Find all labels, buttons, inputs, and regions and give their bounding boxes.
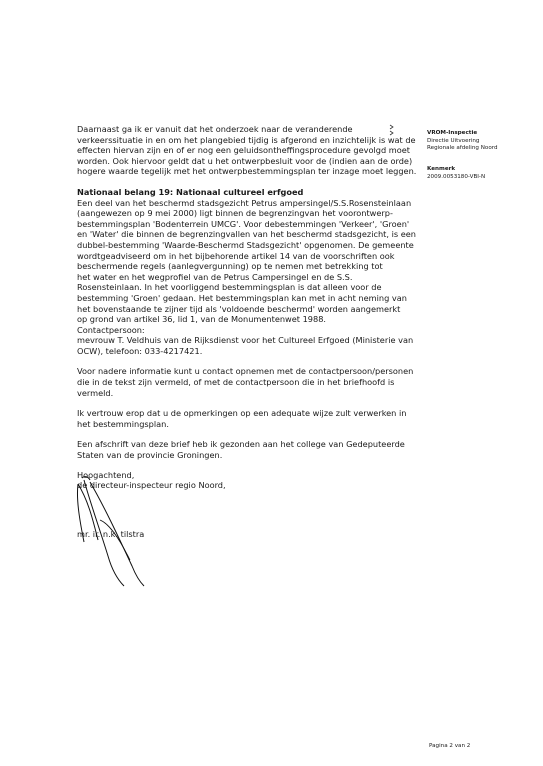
text-line: hogere waarde tegelijk met het ontwerpbestemmingsplan ter inzage moet leggen. <box>77 166 417 177</box>
paragraph-heritage <box>77 198 417 357</box>
text-line: (aangewezen op 9 mei 2000) ligt binnen de begrenzingvan het voorontwerp- <box>77 208 393 219</box>
text-line: verkeerssituatie in en om het plangebied tijdig is afgerond en inzichtelijk is wat de <box>77 134 416 145</box>
closing-title: de directeur-inspecteur regio Noord, <box>77 480 226 491</box>
text-line: mevrouw T. Veldhuis van de Rijksdienst voor het Cultureel Erfgoed (Ministerie van <box>77 335 414 346</box>
text-line: worden. Ook hiervoor geldt dat u het ontwerpbesluit voor de (indien aan de orde) <box>77 155 413 166</box>
closing-greeting: Hoogachtend, <box>77 469 135 480</box>
paragraph-copy <box>77 439 417 460</box>
org-title: VROM-Inspectie <box>427 130 478 136</box>
text-line: Rosensteinlaan. In het voorliggend bestemmingsplan is dat alleen voor de <box>77 282 382 293</box>
paragraph-trust <box>77 408 417 429</box>
text-line: Daarnaast ga ik er vanuit dat het onderzoek naar de veranderende <box>77 124 353 134</box>
text-line: wordtgeadviseerd om in het bijbehorende artikel 14 van de voorschriften ook <box>77 250 395 261</box>
text-line: Contactpersoon: <box>77 324 145 335</box>
text-line: bestemming 'Groen' gedaan. Het bestemmingsplan kan met in acht neming van <box>77 292 407 303</box>
text-line: en 'Water' die binnen de begrenzingvallen van het beschermd stadsgezicht, is een <box>77 229 417 240</box>
text-line: het bovenstaande te zijner tijd als 'voldoende beschermd' worden aangemerkt <box>77 303 401 314</box>
handwritten-signature-icon <box>60 470 170 590</box>
text-line: Een afschrift van deze brief heb ik gezonden aan het college van Gedeputeerde <box>77 439 405 450</box>
text-line: die in de tekst zijn vermeld, of met de contactpersoon die in het briefhoofd is <box>77 377 395 388</box>
text-line: vermeld. <box>77 387 114 398</box>
text-line: Voor nadere informatie kunt u contact opnemen met de contactpersoon/personen <box>77 366 414 377</box>
page-number: Pagina 2 van 2 <box>429 743 471 749</box>
text-line: effecten hiervan zijn en of er nog een geluidsontheffingsprocedure gevolgd moet <box>77 145 410 156</box>
sender-block <box>427 130 527 153</box>
text-line: OCW), telefoon: 033-4217421. <box>77 345 203 356</box>
text-line: bestemmingsplan 'Bodenterrein UMCG'. Voor debestemmingen 'Verkeer', 'Groen' <box>77 218 410 229</box>
text-line: op grond van artikel 36, lid 1, van de Monumentenwet 1988. <box>77 314 327 325</box>
signatory-name: mr. ir. n.k. tilstra <box>77 528 145 539</box>
text-line: dubbel-bestemming 'Waarde-Beschermd Stadsgezicht' opgenomen. De gemeente <box>77 239 414 250</box>
text-line: Ik vertrouw erop dat u de opmerkingen op een adequate wijze zult verwerken in <box>77 408 407 419</box>
text-line: Staten van de provincie Groningen. <box>77 450 223 461</box>
paragraph-contact-info <box>77 366 417 398</box>
section-heading: Nationaal belang 19: Nationaal cultureel erfgoed <box>77 186 304 197</box>
text-line: beschermende regels (aanlegvergunning) op te nemen met betrekking tot <box>77 261 383 272</box>
text-line: het water en het wegprofiel van de Petrus Campersingel en de S.S. <box>77 271 353 282</box>
reference-block <box>427 166 527 181</box>
reference-label: Kenmerk <box>427 166 456 172</box>
text-line: Een deel van het beschermd stadsgezicht Petrus ampersingel/S.S.Rosensteinlaan <box>77 197 412 208</box>
text-line: het bestemmingsplan. <box>77 418 169 429</box>
org-line-1: Directie Uitvoering <box>427 137 480 144</box>
org-line-2: Regionale afdeling Noord <box>427 145 498 152</box>
reference-value: 2009.0053180-VBI-N <box>427 173 486 180</box>
paragraph-traffic <box>77 124 417 177</box>
